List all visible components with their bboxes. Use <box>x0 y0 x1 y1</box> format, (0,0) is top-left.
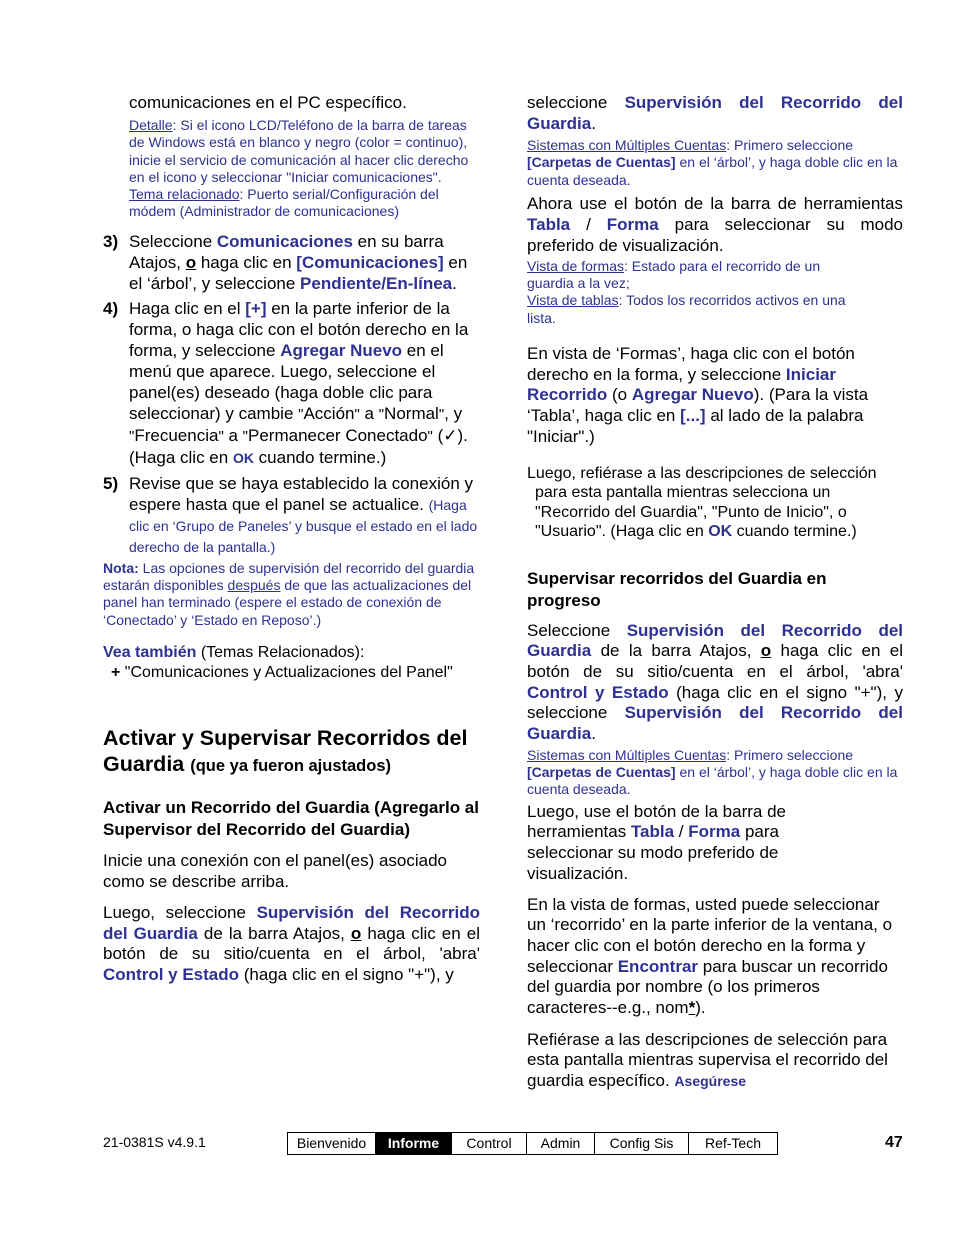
paragraph: En vista de ‘Formas’, haga clic con el botón derecho en la forma, y seleccione Iniciar Recorrido (o Agregar Nuevo). (Para la vista ‘Tabla’, haga clic en [...] al lado de la palabra "Iniciar".) <box>527 344 869 446</box>
tab-bienvenido[interactable]: Bienvenido <box>288 1133 376 1154</box>
link-encontrar[interactable]: Encontrar <box>617 956 699 976</box>
related-topic-link[interactable]: Tema relacionado <box>129 186 240 203</box>
tab-config-sis[interactable]: Config Sis <box>595 1133 689 1154</box>
see-also-label: Vea también <box>103 643 197 661</box>
page-number: 47 <box>885 1134 903 1151</box>
link-control-estado[interactable]: Control y Estado <box>103 965 240 985</box>
note: Nota: Las opciones de supervisión del recorrido del guardia estarán disponibles después de que las actualizaciones del panel han terminado (espere el estado de conexión de ‘Conectado’ y ‘Estado en Reposo’.) <box>103 559 475 628</box>
link-control-estado[interactable]: Control y Estado <box>527 682 669 702</box>
detail-link[interactable]: Detalle <box>129 117 173 133</box>
form-view-link[interactable]: Vista de formas <box>527 257 625 274</box>
link-supervision-recorrido[interactable]: Supervisión del Recorrido del Guardia <box>103 902 480 943</box>
left-column <box>103 92 480 986</box>
multi-account-note: Sistemas con Múltiples Cuentas: Primero seleccione [Carpetas de Cuentas] en el ‘árbol’, y haga doble clic en la cuenta deseada. <box>527 746 898 798</box>
tab-informe[interactable]: Informe <box>376 1133 452 1154</box>
paragraph: Inicie una conexión con el panel(es) asociado como se describe arriba. <box>103 850 448 891</box>
paragraph: seleccione Supervisión del Recorrido del Guardia. <box>527 93 903 133</box>
paragraph: comunicaciones en el PC específico. <box>129 93 407 112</box>
multi-account-link[interactable]: Sistemas con Múltiples Cuentas <box>527 746 727 763</box>
paragraph: Luego, refiérase a las descripciones de selección para esta pantalla mientras selecciona un "Recorrido del Guardia", "Punto de Inicio", o "Usuario". (Haga clic en OK cuando termine.) <box>527 464 877 541</box>
section-title: Activar y Supervisar Recorridos del Guardia (que ya fueron ajustados) <box>103 725 468 776</box>
link-pendiente-en-linea[interactable]: Pendiente/En-línea <box>300 273 453 293</box>
step-5: 5) Revise que se haya establecido la conexión y espere hasta que el panel se actualice. (Haga clic en ‘Grupo de Paneles’ y busque el estado en el lado derecho de la pantalla.) <box>103 473 478 555</box>
link-agregar-nuevo[interactable]: Agregar Nuevo <box>280 340 403 360</box>
see-also: Vea también (Temas Relacionados): <box>103 643 365 661</box>
link-add[interactable]: [+] <box>245 298 267 318</box>
paragraph: Seleccione Supervisión del Recorrido del Guardia de la barra Atajos, o haga clic en el botón de su sitio/cuenta en el árbol, 'abra' Control y Estado (haga clic en el signo "+"), y seleccione Supervisión del Recorrido del Guardia. <box>527 620 904 744</box>
paragraph: Luego, use el botón de la barra de herramientas Tabla / Forma para seleccionar su modo preferido de visualización. <box>527 801 786 883</box>
link-tabla[interactable]: Tabla <box>527 214 571 234</box>
link-supervision-recorrido[interactable]: Supervisión del Recorrido del Guardia <box>527 93 903 133</box>
table-view-link[interactable]: Vista de tablas <box>527 292 619 309</box>
see-also-item[interactable]: + "Comunicaciones y Actualizaciones del Panel" <box>111 663 453 681</box>
link-tabla[interactable]: Tabla <box>630 822 675 842</box>
step-4: 4) Haga clic en el [+] en la parte inferior de la forma, o haga clic con el botón derecho en la forma, y seleccione Agregar Nuevo en el menú que aparece. Luego, seleccione el panel(es) deseado (haga doble clic para seleccionar) y cambie "Acción" a "Normal", y "Frecuencia" a "Permanecer Conectado" (✓). (Haga clic en OK cuando termine.) <box>103 298 469 467</box>
right-column <box>527 92 903 1092</box>
subsection-title: Activar un Recorrido del Guardia (Agregarlo al Supervisor del Recorrido del Guardia) <box>103 797 479 839</box>
link-iniciar-recorrido[interactable]: Iniciar Recorrido <box>527 364 837 405</box>
step-3: 3) Seleccione Comunicaciones en su barra Atajos, o haga clic en [Comunicaciones] en el ‘árbol’, y seleccione Pendiente/En-línea. <box>103 231 468 293</box>
link-forma[interactable]: Forma <box>606 214 659 234</box>
multi-account-note: Sistemas con Múltiples Cuentas: Primero seleccione [Carpetas de Cuentas] en el ‘árbol’, y haga doble clic en la cuenta deseada. <box>527 137 898 188</box>
paragraph: Luego, seleccione Supervisión del Recorrido del Guardia de la barra Atajos, o haga clic en el botón de su sitio/cuenta en el árbol, 'abra' Control y Estado (haga clic en el signo "+"), y <box>103 902 480 985</box>
link-ellipsis[interactable]: [...] <box>680 406 706 426</box>
link-asegurese[interactable]: Asegúrese <box>674 1073 747 1090</box>
link-forma[interactable]: Forma <box>688 822 741 842</box>
link-agregar-nuevo[interactable]: Agregar Nuevo <box>631 385 754 405</box>
link-supervision-recorrido[interactable]: Supervisión del Recorrido del Guardia <box>527 620 904 661</box>
link-comunicaciones[interactable]: Comunicaciones <box>216 231 353 251</box>
subsection-title: Supervisar recorridos del Guardia en progreso <box>527 568 827 610</box>
link-supervision-recorrido[interactable]: Supervisión del Recorrido del Guardia <box>527 703 903 744</box>
detail-note: Detalle: Si el icono LCD/Teléfono de la barra de tareas de Windows está en blanco y negro (color = continuo), inicie el servicio de comunicación al hacer clic derecho en el icono y seleccionar "Iniciar comunicaciones". Tema relacionado: Puerto serial/Configuración del módem (Administrador de comunicaciones) <box>129 117 469 220</box>
paragraph: Ahora use el botón de la barra de herramientas Tabla / Forma para seleccionar su modo preferido de visualización. <box>527 193 904 255</box>
tab-ref-tech[interactable]: Ref-Tech <box>689 1133 777 1154</box>
paragraph: Refiérase a las descripciones de selección para esta pantalla mientras supervisa el recorrido del guardia específico. Asegúrese <box>527 1029 888 1091</box>
views-note: Vista de formas: Estado para el recorrido de un guardia a la vez; Vista de tablas: Todos los recorridos activos en una lista. <box>527 257 846 326</box>
tab-admin[interactable]: Admin <box>527 1133 595 1154</box>
link-comunicaciones-tree[interactable]: [Comunicaciones] <box>296 252 444 272</box>
footer-nav-tabs <box>287 1132 778 1155</box>
link-ok[interactable]: OK <box>708 523 733 541</box>
link-ok[interactable]: OK <box>232 449 254 466</box>
multi-account-link[interactable]: Sistemas con Múltiples Cuentas <box>527 137 727 153</box>
tab-control[interactable]: Control <box>452 1133 527 1154</box>
paragraph: En la vista de formas, usted puede seleccionar un ‘recorrido’ en la parte inferior de la ventana, o hacer clic con el botón derecho en la forma y seleccionar Encontrar para buscar un recorrido del guardia por nombre (o los primeros caracteres--e.g., nom*). <box>527 894 893 1018</box>
document-id: 21-0381S v4.9.1 <box>103 1134 206 1150</box>
